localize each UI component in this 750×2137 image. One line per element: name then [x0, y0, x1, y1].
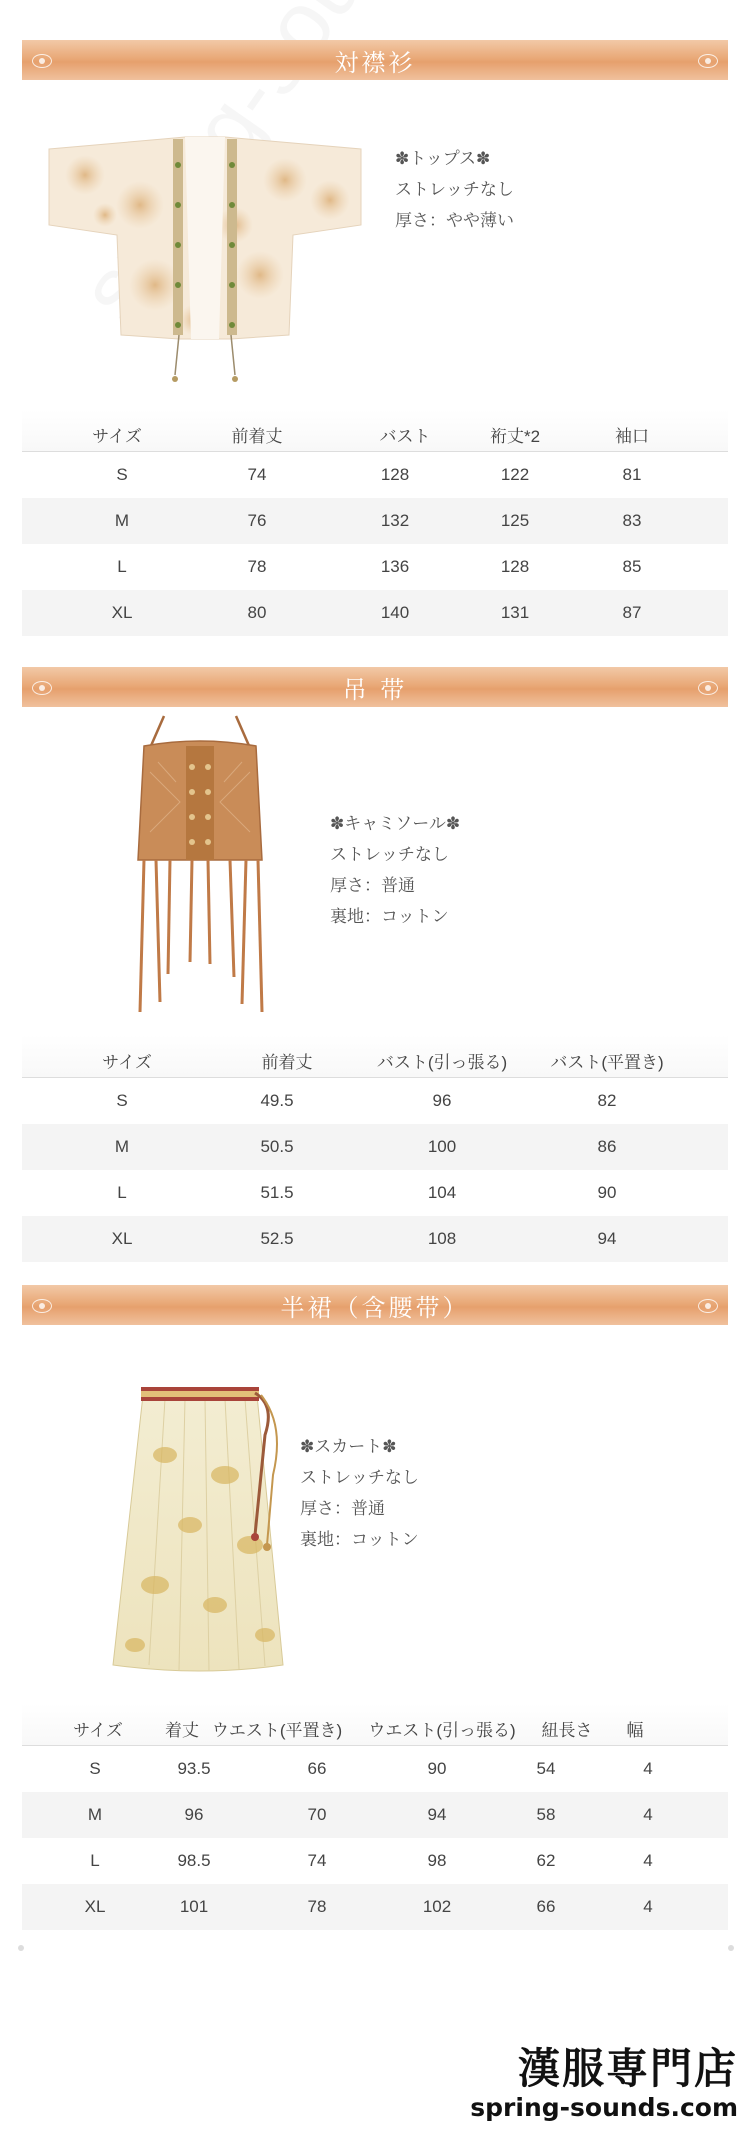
col-header: 裄丈*2: [489, 427, 541, 446]
ornament-icon: [698, 1299, 718, 1313]
table-row: [22, 590, 728, 636]
table-cell: 49.5: [260, 1091, 294, 1110]
desc-line: ストレッチなし: [330, 845, 449, 864]
product-description: [300, 1431, 419, 1555]
table-cell: 81: [622, 465, 642, 484]
desc-line: ✽トップス✽: [395, 149, 491, 168]
table-cell: 54: [536, 1759, 556, 1778]
table-cell: XL: [111, 1229, 133, 1248]
section-banner-skirt: [22, 1285, 728, 1325]
table-cell: 128: [500, 557, 530, 576]
skirt-image: [105, 1365, 295, 1680]
table-row: [22, 1792, 728, 1838]
size-table-top: [22, 409, 728, 636]
table-cell: 98: [427, 1851, 447, 1870]
table-header: [22, 409, 728, 452]
col-header: 紐長さ: [541, 1721, 593, 1740]
section-banner-camisole: [22, 667, 728, 707]
brand-url: spring-sounds.com: [470, 2093, 738, 2122]
table-row: [22, 452, 728, 498]
table-cell: 4: [643, 1897, 653, 1916]
col-header: バスト(平置き): [550, 1053, 664, 1072]
col-header: 前着丈: [231, 427, 283, 446]
table-cell: 83: [622, 511, 642, 530]
jacket-image: [45, 135, 365, 390]
product-description: [395, 143, 514, 236]
table-row: [22, 1170, 728, 1216]
table-cell: 93.5: [177, 1759, 211, 1778]
desc-line: 厚さ：やや薄い: [395, 211, 514, 230]
ornament-icon: [698, 54, 718, 68]
table-cell: S: [116, 465, 128, 484]
table-cell: 94: [597, 1229, 617, 1248]
ornament-icon: [32, 681, 52, 695]
table-row: [22, 1746, 728, 1792]
table-cell: M: [114, 511, 130, 530]
table-cell: 132: [380, 511, 410, 530]
section-title: 半裙（含腰带）: [280, 1293, 470, 1322]
table-row: [22, 1078, 728, 1124]
table-cell: L: [90, 1851, 100, 1870]
table-cell: 90: [597, 1183, 617, 1202]
table-cell: 96: [184, 1805, 204, 1824]
size-table-skirt: [22, 1703, 728, 1930]
table-cell: 74: [307, 1851, 327, 1870]
table-cell: 122: [500, 465, 530, 484]
table-cell: XL: [111, 603, 133, 622]
table-cell: 87: [622, 603, 642, 622]
table-cell: XL: [84, 1897, 106, 1916]
table-cell: 78: [307, 1897, 327, 1916]
table-cell: 58: [536, 1805, 556, 1824]
desc-line: 裏地：コットン: [300, 1530, 419, 1549]
table-cell: S: [116, 1091, 128, 1110]
table-cell: 128: [380, 465, 410, 484]
table-row: [22, 1124, 728, 1170]
brand-name: 漢服専門店: [517, 2045, 738, 2092]
table-cell: 100: [427, 1137, 457, 1156]
table-cell: 70: [307, 1805, 327, 1824]
table-cell: 140: [380, 603, 410, 622]
ornament-icon: [698, 681, 718, 695]
table-row: [22, 1884, 728, 1930]
table-cell: 108: [427, 1229, 457, 1248]
col-header: 袖口: [615, 427, 649, 446]
desc-line: ✽キャミソール✽: [330, 814, 461, 833]
table-cell: 136: [380, 557, 410, 576]
desc-line: 厚さ：普通: [300, 1499, 385, 1518]
desc-line: ストレッチなし: [300, 1468, 419, 1487]
table-cell: 4: [643, 1759, 653, 1778]
col-header: サイズ: [92, 427, 142, 446]
brand-logo: [470, 2045, 738, 2123]
table-cell: 85: [622, 557, 642, 576]
table-cell: 98.5: [177, 1851, 211, 1870]
col-header: 着丈: [165, 1721, 199, 1740]
camisole-image: [130, 712, 270, 1020]
table-cell: 74: [247, 465, 267, 484]
table-cell: 82: [597, 1091, 617, 1110]
col-header: バスト: [379, 427, 431, 446]
table-row: [22, 544, 728, 590]
table-header: [22, 1035, 728, 1078]
dot-marker: [18, 1945, 24, 1951]
table-header: [22, 1703, 728, 1746]
table-cell: L: [117, 1183, 127, 1202]
col-header: 幅: [626, 1721, 644, 1740]
table-cell: M: [114, 1137, 130, 1156]
product-description: [330, 808, 460, 932]
table-cell: 104: [427, 1183, 457, 1202]
table-cell: 52.5: [260, 1229, 294, 1248]
col-header: ウエスト(平置き): [211, 1721, 343, 1740]
table-cell: 66: [536, 1897, 556, 1916]
table-cell: 125: [500, 511, 530, 530]
table-cell: 4: [643, 1805, 653, 1824]
table-cell: 94: [427, 1805, 447, 1824]
table-cell: 131: [500, 603, 530, 622]
desc-line: ✽スカート✽: [300, 1437, 397, 1456]
table-row: [22, 1838, 728, 1884]
table-cell: 86: [597, 1137, 617, 1156]
dot-marker: [728, 1945, 734, 1951]
col-header: バスト(引っ張る): [376, 1053, 508, 1072]
table-cell: 76: [247, 511, 267, 530]
table-cell: 4: [643, 1851, 653, 1870]
size-table-camisole: [22, 1035, 728, 1262]
table-row: [22, 1216, 728, 1262]
desc-line: ストレッチなし: [395, 180, 514, 199]
col-header: ウエスト(引っ張る): [368, 1721, 516, 1740]
desc-line: 厚さ：普通: [330, 876, 415, 895]
table-cell: L: [117, 557, 127, 576]
table-cell: 50.5: [260, 1137, 294, 1156]
col-header: サイズ: [102, 1053, 152, 1072]
ornament-icon: [32, 1299, 52, 1313]
table-cell: 96: [432, 1091, 452, 1110]
table-cell: M: [87, 1805, 103, 1824]
table-row: [22, 498, 728, 544]
section-title: 対襟衫: [334, 48, 416, 77]
section-banner-top: [22, 40, 728, 80]
table-cell: 90: [427, 1759, 447, 1778]
desc-line: 裏地：コットン: [330, 907, 449, 926]
table-cell: 78: [247, 557, 267, 576]
ornament-icon: [32, 54, 52, 68]
col-header: 前着丈: [261, 1053, 313, 1072]
col-header: サイズ: [73, 1721, 123, 1740]
table-cell: 51.5: [260, 1183, 294, 1202]
table-cell: 102: [422, 1897, 452, 1916]
table-cell: 62: [536, 1851, 556, 1870]
table-cell: 80: [247, 603, 267, 622]
table-cell: 101: [179, 1897, 209, 1916]
table-cell: S: [89, 1759, 101, 1778]
section-title: 吊 带: [342, 675, 408, 704]
table-cell: 66: [307, 1759, 327, 1778]
